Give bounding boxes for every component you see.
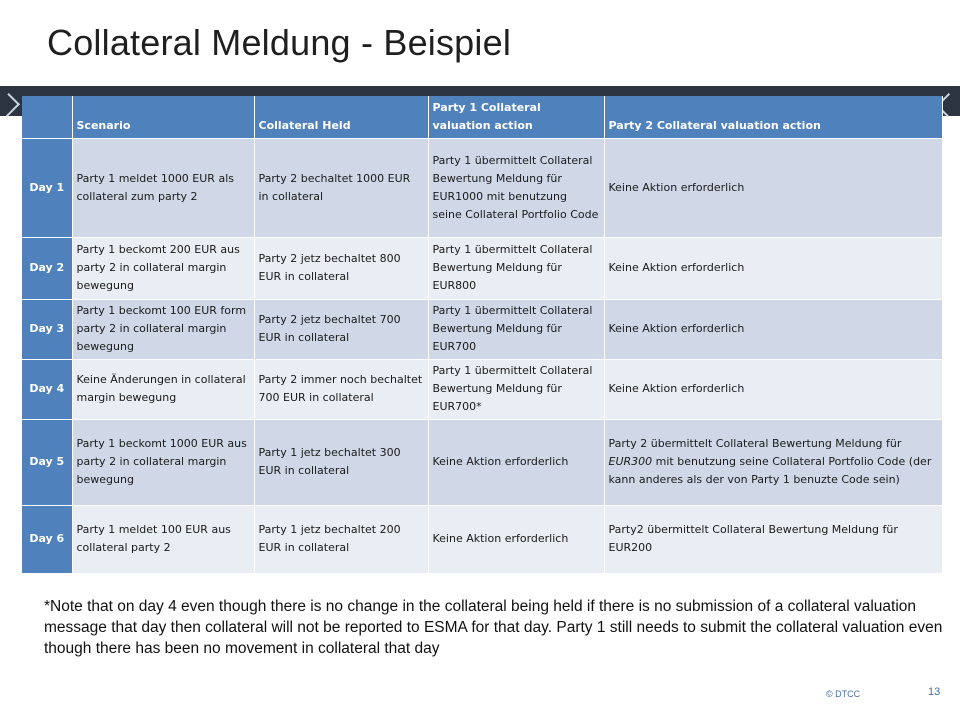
party2-action-cell: Keine Aktion erforderlich [604,138,942,237]
party2-action-cell: Keine Aktion erforderlich [604,237,942,299]
footnote: *Note that on day 4 even though there is no change in the collateral being held if there is no submission of a collateral valuation message that day then collateral will not be reported to ESMA for that day. Party 1 still needs to submit the collateral valuation even though there has been no movement in collateral that day [44,598,943,657]
collateral-held-cell: Party 2 jetz bechaltet 700 EUR in collateral [254,299,428,359]
party2-action-cell: Party2 übermittelt Collateral Bewertung Meldung für EUR200 [604,505,942,573]
page-number: 13 [928,686,941,698]
day-label: Day 5 [22,419,72,505]
party1-action-cell: Party 1 übermittelt Collateral Bewertung Meldung für EUR700 [428,299,604,359]
table-row [22,359,942,419]
party1-action-cell: Keine Aktion erforderlich [428,505,604,573]
collateral-held-cell: Party 2 immer noch bechaltet 700 EUR in collateral [254,359,428,419]
scenario-cell: Keine Änderungen in collateral margin bewegung [72,359,254,419]
scenario-cell: Party 1 beckomt 1000 EUR aus party 2 in collateral margin bewegung [72,419,254,505]
header-scenario: Scenario [72,96,254,138]
collateral-held-cell: Party 2 jetz bechaltet 800 EUR in collateral [254,237,428,299]
party1-action-cell: Party 1 übermittelt Collateral Bewertung Meldung für EUR700* [428,359,604,419]
header-cell-empty [22,96,72,138]
scenario-cell: Party 1 meldet 1000 EUR als collateral zum party 2 [72,138,254,237]
party2-action-amount: EUR300 [608,455,653,468]
collateral-held-cell: Party 2 bechaltet 1000 EUR in collateral [254,138,428,237]
day-label: Day 2 [22,237,72,299]
scenario-cell: Party 1 meldet 100 EUR aus collateral party 2 [72,505,254,573]
scenario-cell: Party 1 beckomt 200 EUR aus party 2 in collateral margin bewegung [72,237,254,299]
table-row [22,419,942,505]
collateral-table [22,96,942,576]
party2-action-cell: Keine Aktion erforderlich [604,359,942,419]
party2-action-cell: Keine Aktion erforderlich [604,299,942,359]
party1-action-cell: Keine Aktion erforderlich [428,419,604,505]
collateral-held-cell: Party 1 jetz bechaltet 200 EUR in collateral [254,505,428,573]
party2-action-cell [604,419,942,505]
header-collateral-held: Collateral Held [254,96,428,138]
table-row [22,299,942,359]
slide-title: Collateral Meldung - Beispiel [47,22,512,63]
day-label: Day 3 [22,299,72,359]
party1-action-cell: Party 1 übermittelt Collateral Bewertung Meldung für EUR800 [428,237,604,299]
table-row [22,505,942,573]
party2-action-text-cont: mit benutzung seine Collateral Portfolio Code (der kann anderes als der von Party 1 benuzte Code sein) [608,455,932,486]
collateral-held-cell: Party 1 jetz bechaltet 300 EUR in collateral [254,419,428,505]
table-row [22,138,942,237]
party1-action-cell: Party 1 übermittelt Collateral Bewertung Meldung für EUR1000 mit benutzung seine Collateral Portfolio Code [428,138,604,237]
party2-action-text: Party 2 übermittelt Collateral Bewertung Meldung für [608,437,902,450]
day-label: Day 1 [22,138,72,237]
day-label: Day 6 [22,505,72,573]
header-party2-action: Party 2 Collateral valuation action [604,96,942,138]
copyright: © DTCC [826,689,861,699]
header-party1-action: Party 1 Collateral valuation action [428,96,604,138]
scenario-cell: Party 1 beckomt 100 EUR form party 2 in collateral margin bewegung [72,299,254,359]
day-label: Day 4 [22,359,72,419]
table-header-row [22,96,942,138]
table-row [22,237,942,299]
